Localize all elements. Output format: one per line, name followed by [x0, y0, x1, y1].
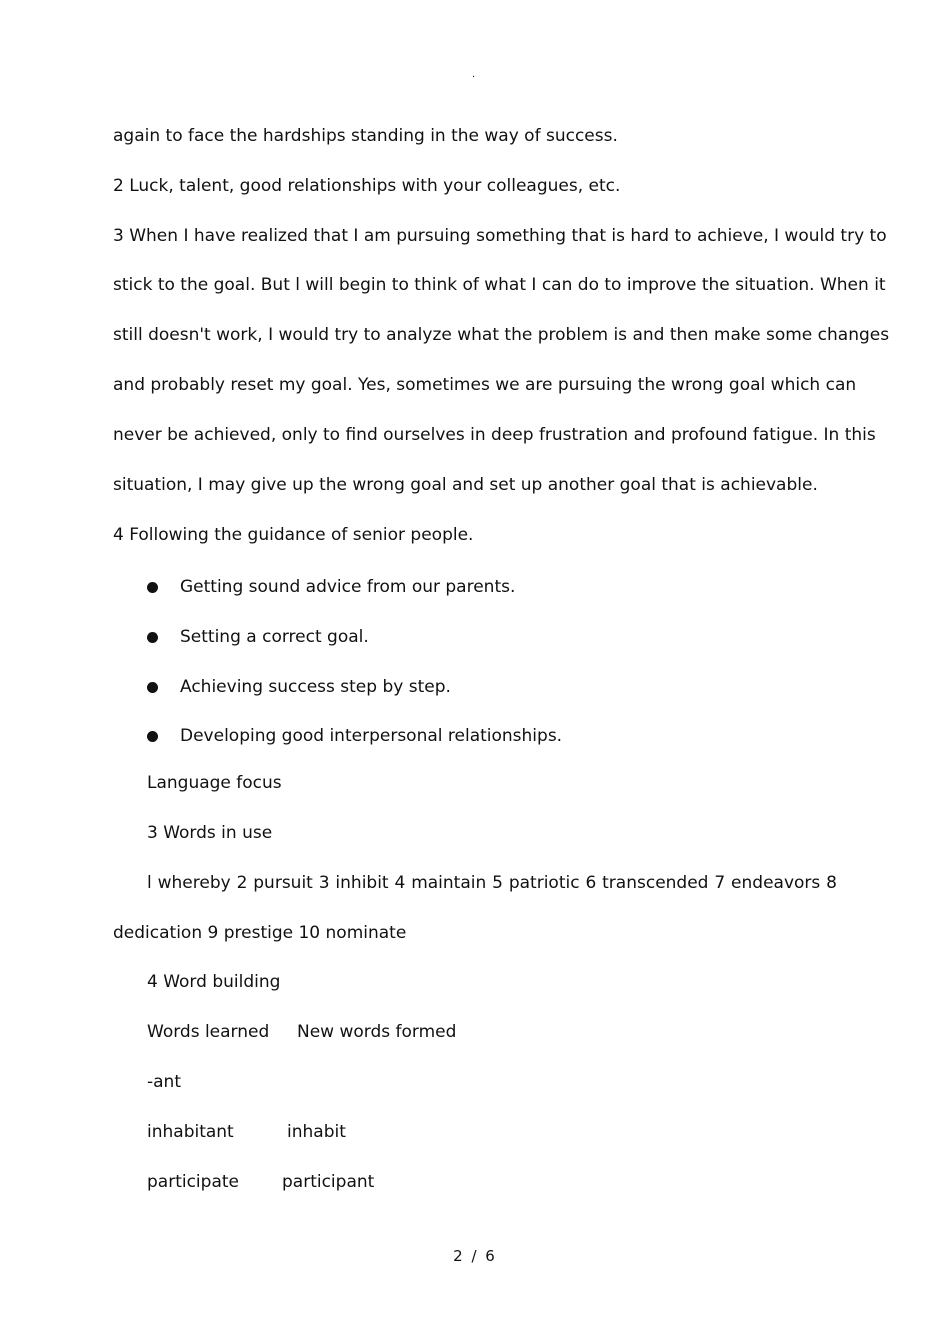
- answer-token: 4: [394, 873, 406, 893]
- column-header-new-words: New words formed: [297, 1022, 457, 1042]
- bullet-dot-icon: [147, 632, 158, 643]
- answer-token: endeavors: [731, 873, 821, 893]
- word-formed: participant: [282, 1172, 375, 1192]
- word-learned: inhabitant: [147, 1122, 234, 1142]
- page-number: 2 / 6: [453, 1247, 497, 1265]
- paragraph-line: situation, I may give up the wrong goal and set up another goal that is achievable.: [113, 475, 818, 495]
- bullet-item: [147, 626, 369, 648]
- bullet-dot-icon: [147, 582, 158, 593]
- answer-token: transcended: [602, 873, 709, 893]
- bullet-text: Setting a correct goal.: [180, 627, 369, 647]
- answer-token: 6: [585, 873, 597, 893]
- paragraph-line: 2 Luck, talent, good relationships with your colleagues, etc.: [113, 176, 621, 196]
- bullet-item: [147, 576, 515, 598]
- section-heading-language-focus: Language focus: [147, 773, 282, 793]
- words-in-use-line: dedication 9 prestige 10 nominate: [113, 923, 407, 943]
- bullet-dot-icon: [147, 682, 158, 693]
- paragraph-line: and probably reset my goal. Yes, sometimes we are pursuing the wrong goal which can: [113, 375, 857, 395]
- answer-token: patriotic: [508, 873, 580, 893]
- bullet-text: Developing good interpersonal relationships.: [180, 726, 563, 746]
- paragraph-line: again to face the hardships standing in the way of success.: [113, 126, 618, 146]
- answer-token: 8: [826, 873, 837, 893]
- answer-token: inhibit: [335, 873, 389, 893]
- answer-token: 7: [714, 873, 726, 893]
- words-in-use-line: [147, 872, 837, 894]
- bullet-item: [147, 725, 562, 747]
- bullet-dot-icon: [147, 731, 158, 742]
- paragraph-line: 3 When I have realized that I am pursuing something that is hard to achieve, I would try to: [113, 226, 887, 246]
- section-heading-words-in-use: 3 Words in use: [147, 823, 273, 843]
- answer-token: 2: [236, 873, 248, 893]
- answer-token: l: [147, 873, 152, 893]
- paragraph-line: never be achieved, only to find ourselves in deep frustration and profound fatigue. In this: [113, 425, 876, 445]
- bullet-text: Getting sound advice from our parents.: [180, 577, 516, 597]
- word-formed: inhabit: [287, 1122, 346, 1142]
- paragraph-line: still doesn't work, I would try to analyze what the problem is and then make some changes: [113, 325, 890, 345]
- section-heading-word-building: 4 Word building: [147, 972, 281, 992]
- answer-token: pursuit: [253, 873, 313, 893]
- column-header-words-learned: Words learned: [147, 1022, 270, 1042]
- answer-token: maintain: [411, 873, 487, 893]
- word-learned: participate: [147, 1172, 239, 1192]
- bullet-item: [147, 676, 451, 698]
- paragraph-line: 4 Following the guidance of senior people.: [113, 525, 474, 545]
- suffix-label: -ant: [147, 1072, 181, 1092]
- bullet-text: Achieving success step by step.: [180, 677, 451, 697]
- header-mark: ·: [472, 72, 476, 83]
- answer-token: 5: [492, 873, 503, 893]
- answer-token: whereby: [157, 873, 231, 893]
- answer-token: 3: [318, 873, 330, 893]
- paragraph-line: stick to the goal. But l will begin to think of what I can do to improve the situation. When it: [113, 275, 886, 295]
